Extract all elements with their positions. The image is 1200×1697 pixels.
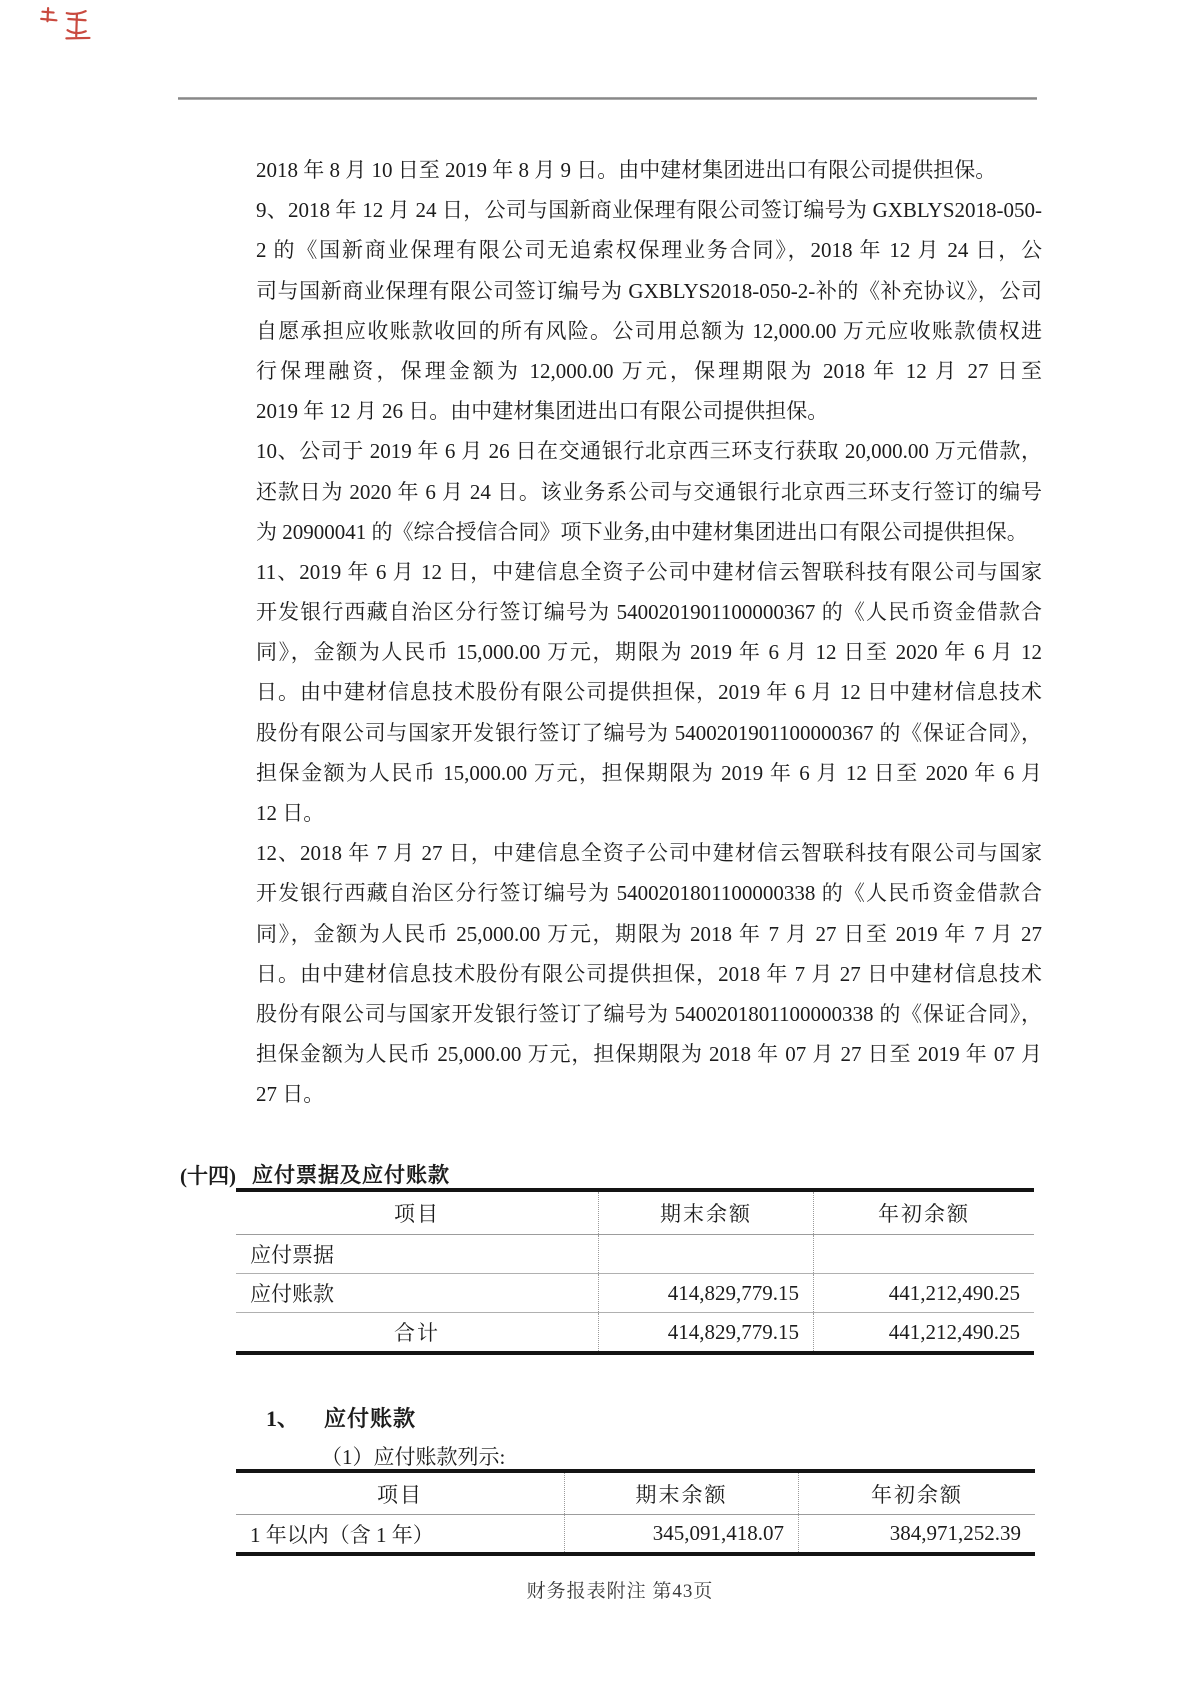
cell-beginning-balance [813,1235,1034,1273]
paragraph-line: 开发银行西藏自治区分行签订编号为 5400201801100000338 的《人民币资金借款合 [256,881,1042,906]
paragraph-line: 行保理融资，保理金额为 12,000.00 万元，保理期限为 2018 年 12 月 27 日至 [256,358,1042,383]
notes-text-block [256,150,1042,1115]
column-header-ending-balance: 期末余额 [598,1192,813,1234]
cell-beginning-balance: 441,212,490.25 [813,1274,1034,1312]
cell-ending-balance [598,1235,813,1273]
section-14-index: (十四) [180,1164,236,1188]
paragraph-line: 2 的《国新商业保理有限公司无追索权保理业务合同》，2018 年 12 月 24 日，公 [256,238,1042,263]
table-header-row [236,1473,1035,1515]
table-body [236,1235,1034,1351]
paragraph-line: 同》，金额为人民币 25,000.00 万元，期限为 2018 年 7 月 27 日至 2019 年 7 月 27 [256,921,1042,946]
table-body [236,1515,1035,1552]
paragraph-line: 担保金额为人民币 25,000.00 万元，担保期限为 2018 年 07 月 27 日至 2019 年 07 月 [256,1042,1042,1067]
paragraph-line: 2019 年 12 月 26 日。由中建材集团进出口有限公司提供担保。 [256,399,829,424]
paragraph-line: 日。由中建材信息技术股份有限公司提供担保，2018 年 7 月 27 日中建材信息技术 [256,961,1042,986]
paragraph-line: 11、2019 年 6 月 12 日，中建信息全资子公司中建材信云智联科技有限公司与国家 [256,559,1042,584]
paragraph-line: 股份有限公司与国家开发银行签订了编号为 5400201801100000338 的《保证合同》， [256,1001,1042,1026]
column-header-beginning-balance: 年初余额 [798,1473,1035,1514]
cell-beginning-balance: 441,212,490.25 [813,1313,1034,1351]
table-row [236,1313,1034,1351]
table-row [236,1274,1034,1313]
paragraph-line: 27 日。 [256,1082,325,1107]
cell-ending-balance: 414,829,779.15 [598,1274,813,1312]
paragraph-line: 9、2018 年 12 月 24 日，公司与国新商业保理有限公司签订编号为 GXBLYS2018-050- [256,198,1042,223]
paragraph-line: 股份有限公司与国家开发银行签订了编号为 5400201901100000367 的《保证合同》， [256,720,1042,745]
paragraph-line: 日。由中建材信息技术股份有限公司提供担保，2019 年 6 月 12 日中建材信息技术 [256,680,1042,705]
paragraph-line: 司与国新商业保理有限公司签订编号为 GXBLYS2018-050-2-补的《补充协议》，公司 [256,278,1042,303]
cell-item: 应付票据 [250,1243,334,1267]
payables-summary-table [236,1188,1034,1355]
column-header-ending-balance: 期末余额 [564,1473,798,1514]
subsection-1-title: 应付账款 [324,1406,417,1431]
subsection-1-index: 1、 [266,1406,300,1431]
paragraph-line: 2018 年 8 月 10 日至 2019 年 8 月 9 日。由中建材集团进出口有限公司提供担保。 [256,158,997,182]
cell-beginning-balance: 384,971,252.39 [798,1515,1035,1552]
paragraph-line: 担保金额为人民币 15,000.00 万元，担保期限为 2019 年 6 月 12 日至 2020 年 6 月 [256,760,1042,785]
paragraph-line: 10、公司于 2019 年 6 月 26 日在交通银行北京西三环支行获取 20,000.00 万元借款， [256,439,1042,464]
paragraph-line: 还款日为 2020 年 6 月 24 日。该业务系公司与交通银行北京西三环支行签订的编号 [256,479,1042,504]
column-header-item: 项目 [394,1202,440,1226]
cell-ending-balance: 414,829,779.15 [598,1313,813,1351]
accounts-payable-list-label: （1）应付账款列示: [321,1445,506,1469]
paragraph-line: 自愿承担应收账款收回的所有风险。公司用总额为 12,000.00 万元应收账款债权进 [256,318,1042,343]
table-row [236,1235,1034,1274]
paragraph-line: 开发银行西藏自治区分行签订编号为 5400201901100000367 的《人民币资金借款合 [256,600,1042,625]
table-row [236,1515,1035,1552]
cell-item: 1 年以内（含 1 年） [250,1522,434,1547]
cell-ending-balance: 345,091,418.07 [564,1515,798,1552]
column-header-beginning-balance: 年初余额 [813,1192,1034,1234]
red-stamp-mark [36,1,102,49]
section-14-title: 应付票据及应付账款 [252,1163,450,1187]
column-header-item: 项目 [377,1482,423,1507]
header-divider-line [178,97,1037,100]
cell-item: 应付账款 [250,1282,334,1306]
page-footer: 财务报表附注 第43页 [526,1581,714,1602]
paragraph-line: 为 20900041 的《综合授信合同》项下业务,由中建材集团进出口有限公司提供担保。 [256,519,1028,544]
table-header-row [236,1192,1034,1235]
paragraph-line: 12 日。 [256,801,325,825]
accounts-payable-aging-table [236,1469,1035,1556]
cell-item: 合计 [394,1321,440,1345]
paragraph-line: 12、2018 年 7 月 27 日，中建信息全资子公司中建材信云智联科技有限公司与国家 [256,841,1042,866]
paragraph-line: 同》，金额为人民币 15,000.00 万元，期限为 2019 年 6 月 12 日至 2020 年 6 月 12 [256,640,1042,665]
